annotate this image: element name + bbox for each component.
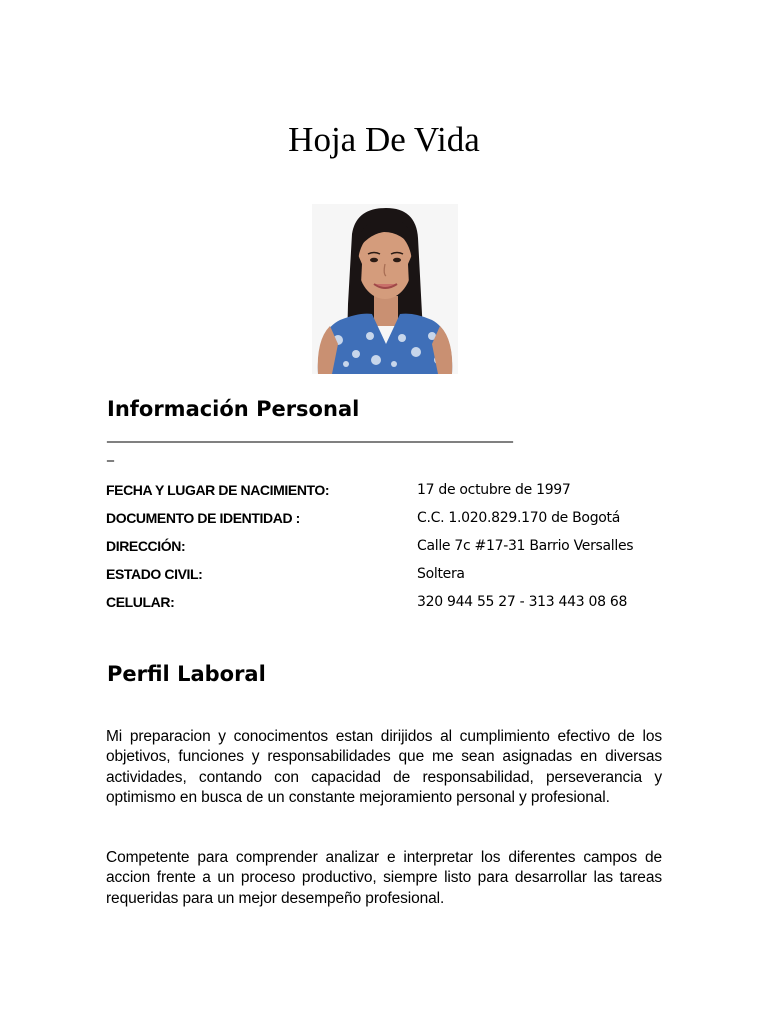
info-label: FECHA Y LUGAR DE NACIMIENTO: [106,482,330,498]
info-label: ESTADO CIVIL: [106,566,203,582]
info-value: Calle 7c #17-31 Barrio Versalles [417,538,634,554]
document-title: Hoja De Vida [288,120,480,159]
info-value: C.C. 1.020.829.170 de Bogotá [417,510,621,526]
info-row-address [106,535,666,563]
info-value: 320 944 55 27 - 313 443 08 68 [417,594,628,610]
profile-paragraph-2: Competente para comprender analizar e interpretar los diferentes campos de accion frente a un proceso productivo, siempre listo para desarrollar las tareas requeridas para un mejor desempeño profesional. [106,849,662,907]
info-label: DOCUMENTO DE IDENTIDAD : [106,510,300,526]
info-row-id-document [106,507,666,535]
profile-photo [312,204,458,374]
info-row-birth [106,479,666,507]
info-value: 17 de octubre de 1997 [417,482,571,498]
info-label: CELULAR: [106,594,175,610]
info-row-phone [106,591,666,619]
personal-info-heading: Información Personal [107,397,360,421]
info-label: DIRECCIÓN: [106,538,186,554]
profile-paragraph-1: Mi preparacion y conocimentos estan dirijidos al cumplimiento efectivo de los objetivos, funciones y responsabilidades que me sean asignadas en diversas actividades, contando con capacidad de responsabilidad, perseverancia y optimismo en busca de un constante mejoramiento personal y profesional. [106,728,662,806]
info-value: Soltera [417,566,465,582]
profile-photo-illustration [312,204,458,374]
heading-underline: __________________________________________________________ [107,427,513,443]
info-row-marital-status [106,563,666,591]
personal-info-table [106,479,666,619]
profile-heading: Perfil Laboral [107,662,266,686]
heading-underline-continuation: _ [107,446,114,462]
